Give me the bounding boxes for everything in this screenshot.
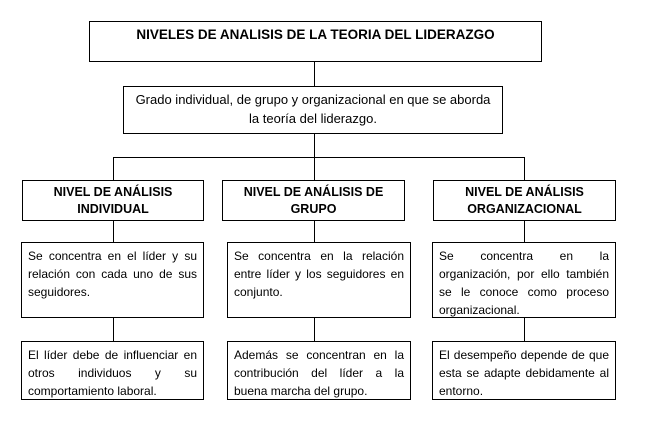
description-individual: Se concentra en el líder y su relación con cada uno de sus seguidores.: [21, 242, 204, 318]
connector-branch-individual: [113, 157, 114, 180]
connector-grupo-detail: [314, 318, 315, 341]
connector-branch-grupo: [314, 157, 315, 180]
description-organizacional: Se concentra en la organización, por ello también se le conoce como proceso organizacional.: [432, 242, 616, 318]
heading-grupo: NIVEL DE ANÁLISIS DE GRUPO: [222, 180, 405, 221]
detail-organizacional: El desempeño depende de que esta se adapte debidamente al entorno.: [432, 341, 616, 400]
connector-organizacional-detail: [524, 318, 525, 341]
connector-branch-organizacional: [524, 157, 525, 180]
connector-intro-branch: [314, 134, 315, 158]
connector-grupo-desc: [314, 221, 315, 242]
detail-grupo: Además se concentran en la contribución del líder a la buena marcha del grupo.: [227, 341, 411, 400]
description-grupo: Se concentra en la relación entre líder y los seguidores en conjunto.: [227, 242, 411, 318]
connector-organizacional-desc: [524, 221, 525, 242]
heading-individual: NIVEL DE ANÁLISIS INDIVIDUAL: [22, 180, 204, 221]
connector-horizontal-branch: [113, 157, 525, 158]
heading-organizacional: NIVEL DE ANÁLISIS ORGANIZACIONAL: [433, 180, 616, 221]
intro-box: Grado individual, de grupo y organizacional en que se aborda la teoría del liderazgo.: [123, 86, 503, 134]
connector-individual-desc: [113, 221, 114, 242]
connector-individual-detail: [113, 318, 114, 341]
detail-individual: El líder debe de influenciar en otros individuos y su comportamiento laboral.: [21, 341, 204, 400]
diagram-title: NIVELES DE ANALISIS DE LA TEORIA DEL LIDERAZGO: [89, 21, 542, 62]
connector-title-intro: [314, 62, 315, 86]
